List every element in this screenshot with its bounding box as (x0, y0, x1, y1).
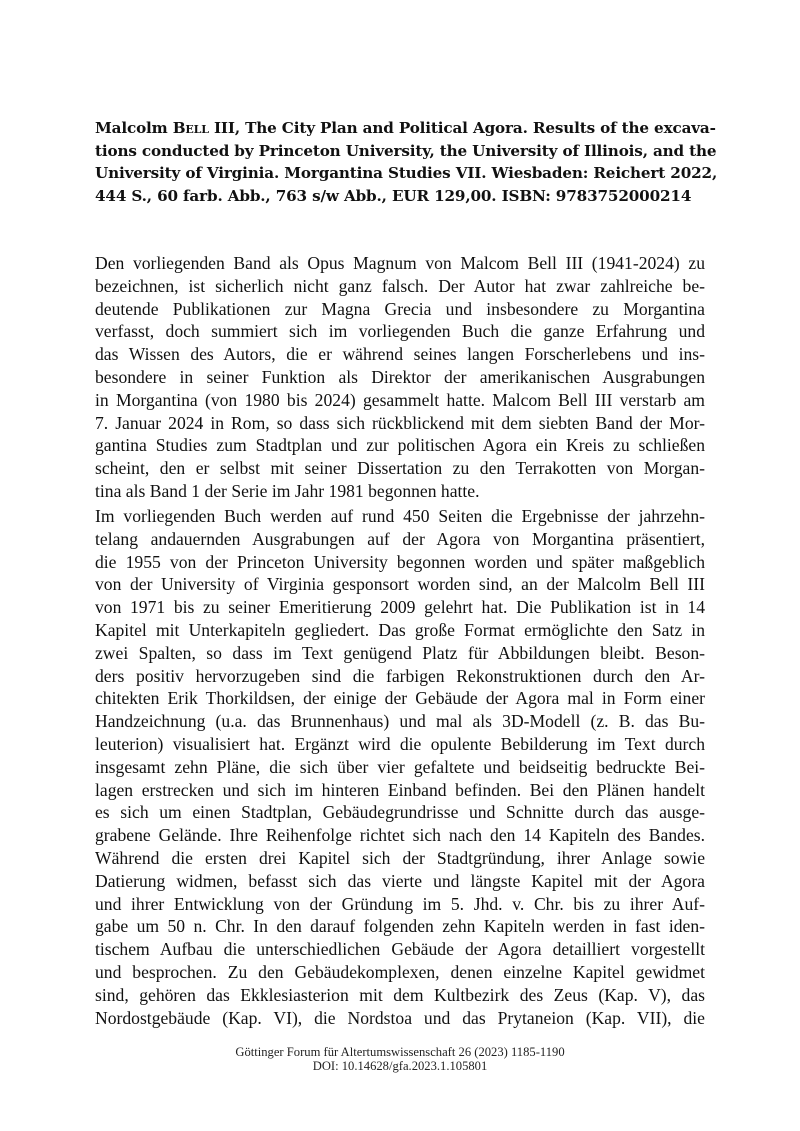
text-line: bezeichnen, ist sicherlich nicht ganz falsch. Der Autor hat zwar zahlreiche be- (95, 275, 705, 296)
text-line: verfasst, doch summiert sich im vorliegenden Buch die ganze Erfahrung und (95, 321, 705, 342)
author-surname: Bell (172, 119, 209, 137)
text-line: insgesamt zehn Pläne, die sich über vier gefaltete und beidseitig bedruckte Bei- (95, 756, 705, 777)
text-line: grabene Gelände. Ihre Reihenfolge richtet sich nach den 14 Kapiteln des Bandes. (95, 825, 705, 846)
text-line: gantina Studies zum Stadtplan und zur politischen Agora ein Kreis zu schließen (95, 435, 705, 456)
heading-line: tions conducted by Princeton University, the University of Illinois, and the (95, 141, 717, 160)
text-line: in Morgantina (von 1980 bis 2024) gesammelt hatte. Malcom Bell III verstarb am (95, 389, 705, 410)
text-line: Handzeichnung (u.a. das Brunnenhaus) und mal als 3D-Modell (z. B. das Bu- (95, 711, 705, 732)
text-line: besondere in seiner Funktion als Direktor der amerikanischen Ausgrabungen (95, 366, 705, 387)
text-line: scheint, den er selbst mit seiner Dissertation zu den Terrakotten von Morgan- (95, 458, 705, 479)
text-line: tischem Aufbau die unterschiedlichen Gebäude der Agora detailliert vorgestellt (95, 939, 705, 960)
text-line: deutende Publikationen zur Magna Grecia und insbesondere zu Morgantina (95, 298, 705, 319)
doi: DOI: 10.14628/gfa.2023.1.105801 (312, 1059, 488, 1073)
text-line: die 1955 von der Princeton University begonnen worden und später maßgeblich (95, 551, 705, 572)
text-line: Den vorliegenden Band als Opus Magnum von Malcom Bell III (1941-2024) zu (95, 253, 705, 273)
text-line: Kapitel mit Unterkapiteln gegliedert. Das große Format ermöglichte den Satz in (95, 619, 705, 640)
text-line: es sich um einen Stadtplan, Gebäudegrundrisse und Schnitte durch das ausge- (95, 802, 705, 823)
text-line: das Wissen des Autors, die er während seines langen Forscherlebens und ins- (95, 344, 705, 365)
page-footer (0, 1045, 800, 1073)
text-line: von der University of Virginia gesponsort worden sind, an der Malcolm Bell III (95, 574, 705, 595)
text-line: Nordostgebäude (Kap. VI), die Nordstoa und das Prytaneion (Kap. VII), die (95, 1007, 705, 1028)
text-line: und ihrer Entwicklung von der Gründung im 5. Jhd. v. Chr. bis zu ihrer Auf- (95, 893, 705, 914)
text-line: ders positiv hervorzugeben sind die farbigen Rekonstruktionen durch den Ar- (95, 665, 705, 686)
text-line: Während die ersten drei Kapitel sich der Stadtgründung, ihrer Anlage sowie (95, 847, 705, 868)
text-line: chitekten Erik Thorkildsen, der einige der Gebäude der Agora mal in Form einer (95, 688, 705, 709)
text-line: zwei Spalten, so dass im Text genügend Platz für Abbildungen bleibt. Beson- (95, 642, 705, 663)
heading-line: Malcolm Bell III, The City Plan and Political Agora. Results of the excava- (95, 119, 716, 137)
heading-line: 444 S., 60 farb. Abb., 763 s/w Abb., EUR 129,00. ISBN: 9783752000214 (95, 187, 692, 206)
text-line: tina als Band 1 der Serie im Jahr 1981 begonnen hatte. (95, 480, 480, 501)
text-line: sind, gehören das Ekklesiasterion mit dem Kultbezirk des Zeus (Kap. V), das (95, 984, 705, 1005)
text-line: 7. Januar 2024 in Rom, so dass sich rückblickend mit dem siebten Band der Mor- (95, 412, 705, 433)
text-line: telang andauernden Ausgrabungen auf der Agora von Morgantina präsentiert, (95, 528, 705, 549)
text-line: gabe um 50 n. Chr. In den darauf folgenden zehn Kapiteln werden in fast iden- (95, 916, 705, 937)
paragraph-2 (95, 505, 705, 1029)
text-line: Im vorliegenden Buch werden auf rund 450 Seiten die Ergebnisse der jahrzehn- (95, 506, 705, 526)
text-line: und besprochen. Zu den Gebäudekomplexen, denen einzelne Kapitel gewidmet (95, 961, 705, 982)
paragraph-1 (95, 252, 705, 503)
text-line: lagen erstrecken und sich im hinteren Einband befinden. Bei den Plänen handelt (95, 779, 705, 800)
review-heading (95, 117, 718, 208)
text-line: leuterion) visualisiert hat. Ergänzt wird die opulente Bebilderung im Text durch (95, 733, 705, 754)
text-line: von 1971 bis zu seiner Emeritierung 2009 gelehrt hat. Die Publikation ist in 14 (95, 597, 705, 618)
heading-line: University of Virginia. Morgantina Studies VII. Wiesbaden: Reichert 2022, (95, 164, 718, 183)
text-line: Datierung widmen, befasst sich das vierte und längste Kapitel mit der Agora (95, 870, 705, 891)
journal-citation: Göttinger Forum für Altertumswissenschaft 26 (2023) 1185-1190 (235, 1045, 565, 1059)
